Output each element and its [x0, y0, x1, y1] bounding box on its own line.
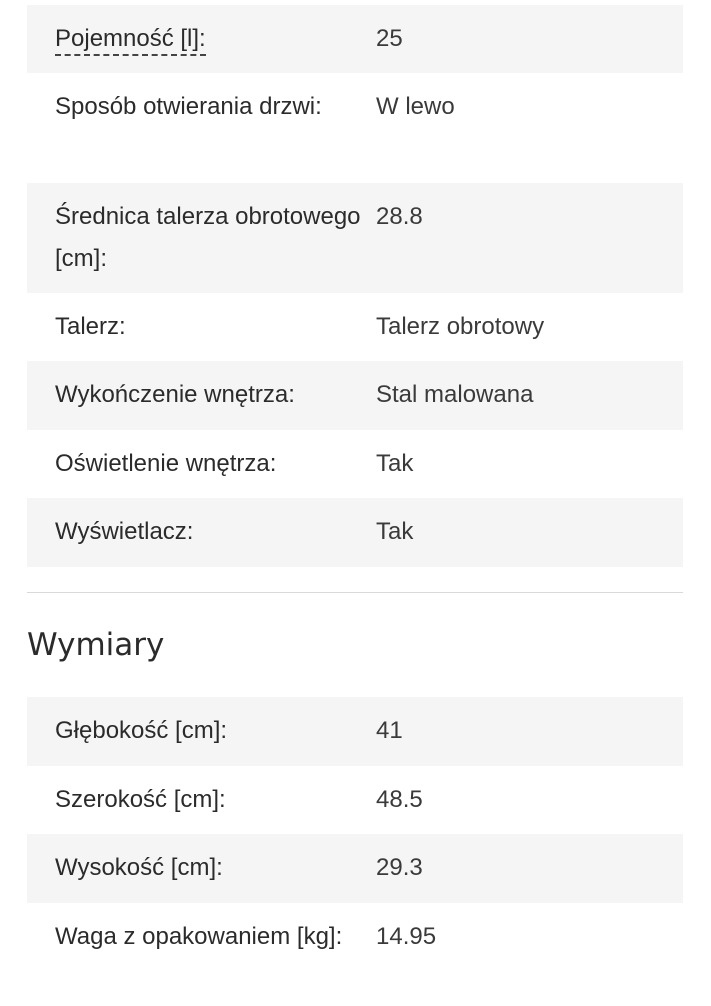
spec-key: Oświetlenie wnętrza:	[55, 450, 277, 477]
spec-row-interior-light	[27, 430, 683, 498]
spec-row-height	[27, 834, 683, 903]
spec-row-door-opening	[27, 73, 683, 183]
spec-key: Wysokość [cm]:	[55, 854, 223, 881]
spec-key: Głębokość [cm]:	[55, 717, 228, 744]
spec-key: Szerokość [cm]:	[55, 786, 226, 813]
spec-value: 48.5	[376, 786, 423, 813]
spec-key: Wyświetlacz:	[55, 518, 194, 545]
spec-row-capacity	[27, 5, 683, 73]
spec-row-depth	[27, 697, 683, 766]
spec-value: 14.95	[376, 923, 437, 950]
spec-row-interior-finish	[27, 361, 683, 430]
spec-key: Talerz:	[55, 313, 126, 340]
spec-value: 41	[376, 717, 403, 744]
spec-value: 29.3	[376, 854, 423, 881]
spec-row-weight-packed	[27, 903, 683, 1006]
spec-key: Średnica talerza obrotowego [cm]:	[55, 203, 361, 272]
spec-value: Tak	[376, 518, 414, 545]
spec-value: 28.8	[376, 203, 423, 230]
spec-row-turntable	[27, 293, 683, 361]
section-title: Wymiary	[27, 627, 165, 663]
spec-value: W lewo	[376, 93, 455, 120]
spec-key: Waga z opakowaniem [kg]:	[55, 923, 343, 950]
spec-key: Sposób otwierania drzwi:	[55, 93, 322, 120]
specs-table	[27, 5, 683, 567]
section-divider	[27, 592, 683, 593]
spec-value: Stal malowana	[376, 381, 534, 408]
spec-value: 25	[376, 25, 403, 52]
spec-row-display	[27, 498, 683, 567]
spec-row-width	[27, 766, 683, 834]
spec-row-turntable-diameter	[27, 183, 683, 293]
spec-value: Tak	[376, 450, 414, 477]
spec-key[interactable]	[55, 18, 376, 60]
spec-value: Talerz obrotowy	[376, 313, 545, 340]
dimensions-table	[27, 697, 683, 1006]
spec-key: Wykończenie wnętrza:	[55, 381, 295, 408]
capacity-tooltip-term[interactable]: Pojemność [l]:	[55, 25, 206, 56]
